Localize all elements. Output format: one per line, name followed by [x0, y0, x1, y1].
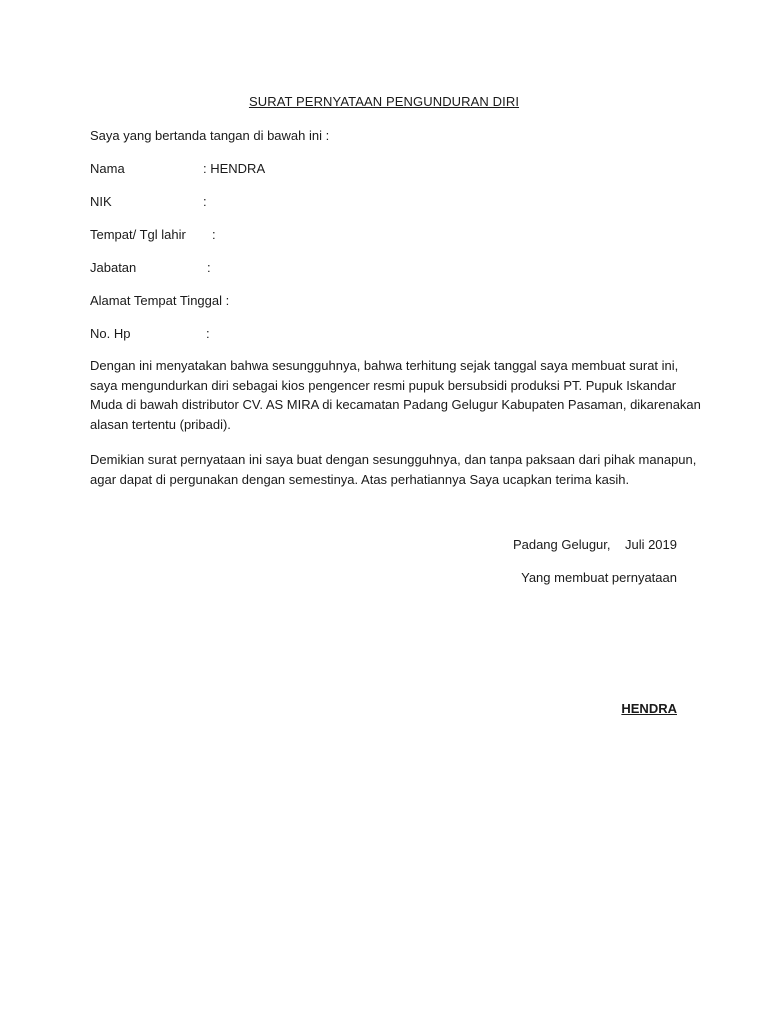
field-label-no-hp: No. Hp — [90, 326, 131, 341]
statement-line: Muda di bawah distributor CV. AS MIRA di kecamatan Padang Gelugur Kabupaten Pasaman, dikarenakan — [90, 397, 701, 412]
field-label-jabatan: Jabatan — [90, 260, 137, 275]
field-label-alamat: Alamat Tempat Tinggal : — [90, 293, 230, 308]
place-date: Padang Gelugur, Juli 2019 — [512, 537, 677, 552]
field-colon-no-hp: : — [206, 326, 210, 341]
closing-line: Demikian surat pernyataan ini saya buat dengan sesungguhnya, dan tanpa paksaan dari pihak manapun, — [90, 452, 697, 467]
signer-name: HENDRA — [621, 701, 677, 716]
closing-line: agar dapat di pergunakan dengan semestinya. Atas perhatiannya Saya ucapkan terima kasih. — [90, 471, 630, 487]
field-label-nama: Nama — [90, 161, 125, 176]
closing-paragraph — [90, 450, 697, 489]
statement-line: alasan tertentu (pribadi). — [90, 416, 231, 432]
field-colon-tempat-tgl-lahir: : — [212, 227, 216, 242]
statement-line: saya mengundurkan diri sebagai kios pengencer resmi pupuk bersubsidi produksi PT. Pupuk Iskandar — [90, 377, 677, 393]
letter-title: SURAT PERNYATAAN PENGUNDURAN DIRI — [248, 94, 520, 109]
field-label-nik: NIK — [90, 194, 112, 209]
field-value-nama: : HENDRA — [203, 161, 266, 176]
field-colon-nik: : — [203, 194, 207, 209]
signer-caption: Yang membuat pernyataan — [521, 570, 677, 585]
statement-line: Dengan ini menyatakan bahwa sesungguhnya, bahwa terhitung sejak tanggal saya membuat surat ini, — [90, 358, 679, 373]
statement-paragraph — [90, 356, 701, 434]
field-colon-jabatan: : — [207, 260, 211, 275]
field-label-tempat-tgl-lahir: Tempat/ Tgl lahir — [90, 227, 186, 242]
intro-text: Saya yang bertanda tangan di bawah ini : — [90, 128, 330, 143]
